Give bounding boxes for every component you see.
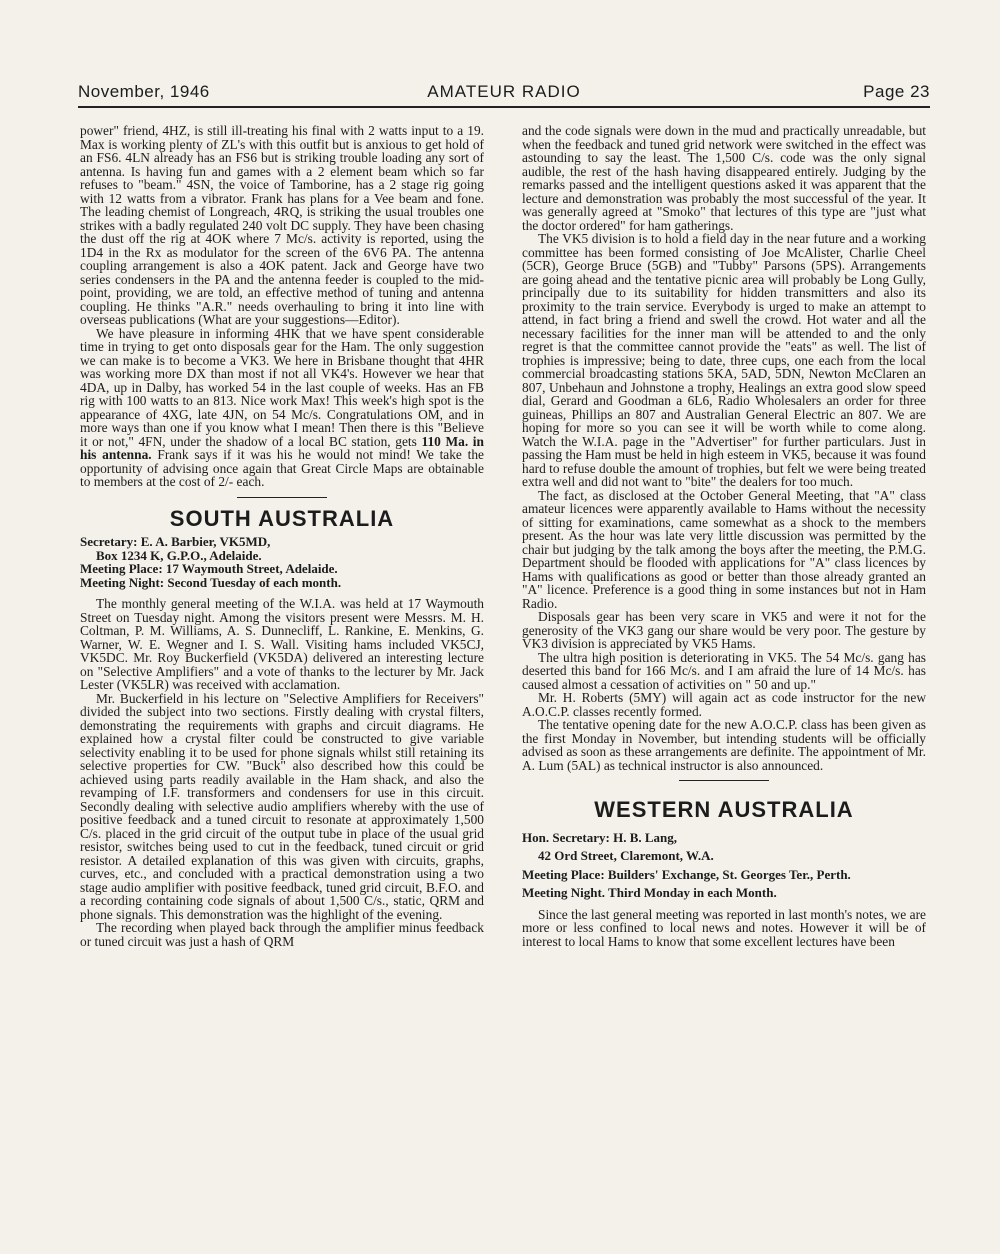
sa-paragraph: The VK5 division is to hold a field day in the near future and a working committee has been formed consisting of Joe McAlister, Charlie Cheel (5CR), George Bruce (5GB) and "Tubby" Parsons (5PS). Arrangements are going ahead and the tentative picnic area will probably be Long Gully, principally due to its suitability for hidden transmitters and also its proximity to the train service. Everybody is urged to make an attempt to attend, in fact bring a friend and swell the crowd. Hot water and all the necessary facilities for the inner man will be attended to and the only regret is that the committee cannot provide the "eats" as well. The list of trophies is impressive; being to date, three cups, one each from the local commercial broadcasting stations 5KA, 5AD, 5DN, Newton McClaren an 807, Unbehaun and Johnstone a trophy, Healings an extra good slow speed dial, Gerard and Goodman a 6L6, Radio Wholesalers an order for three guineas, Phillips an 807 and Australian General Electric an 807. We are hoping for more so you can see it will be worth while to come along. Watch the W.I.A. page in the "Advertiser" for further particulars. Just in passing the Ham must be held in high esteem in VK5, because it was found hard to refuse double the amount of trophies, but felt we were being treated extra well and did not want to "bite" the dealers for too much. xyxy=(522,231,927,489)
left-column xyxy=(80,124,484,948)
wa-meeting-night: Meeting Night. Third Monday in each Month. xyxy=(522,885,777,900)
section-divider xyxy=(237,497,327,498)
sa-paragraph: The ultra high position is deteriorating in VK5. The 54 Mc/s. gang has deserted this band for 166 Mc/s. and I am afraid the lure of 14 Mc/s. has caused almost a cessation of activities on " 50 and up." xyxy=(522,649,926,692)
sa-paragraph: Mr. Buckerfield in his lecture on "Selective Amplifiers for Receivers" divided the subject into two sections. Firstly dealing with crystal filters, demonstrating the requirements with graphs and circuit diagrams. He explained how a crystal filter could be constructed to give variable selectivity enabling it to be used for phone signals whilst still retaining its selective properties for CW. "Buck" also described how this could be achieved using parts readily available in the Ham shack, and also the revamping of I.F. transformers and condensers for use in this circuit. Secondly dealing with selective audio amplifiers whereby with the use of positive feedback and a tuned circuit to resonate at approximately 1,500 C/s. placed in the grid circuit of the output tube in place of the usual grid resistor, switches being used to cut in the feedback, tuned circuit or grid resistor. A detailed explanation of this was given with circuits, graphs, curves, etc., and concluded with a practical demonstration using a two stage audio amplifier with positive feedback, tuned grid circuit, B.F.O. and a recording containing code signals of about 1,500 C/s., static, QRM and phone signals. This demonstration was the highlight of the evening. xyxy=(80,690,484,922)
wa-contact-info xyxy=(522,831,926,900)
sa-contact-info xyxy=(80,535,484,589)
sa-paragraph: Disposals gear has been very scare in VK5 and were it not for the generosity of the VK3 gang our share would be very poor. The gesture by VK3 division is appreciated by VK5 Hams. xyxy=(522,609,926,651)
sa-paragraph: and the code signals were down in the mud and practically unreadable, but when the feedback and tuned grid network were switched in the effect was astounding to say the least. The 1,500 C/s. code was the only signal audible, the rest of the hash having disappeared entirely. Judging by the remarks passed and the intelligent questions asked it was apparent that the lecture and demonstration was probably the most successful of the year. It was generally agreed at "Smoko" that lectures of this type are "just what the doctor ordered" for ham gatherings. xyxy=(522,123,926,233)
publication-title: AMATEUR RADIO xyxy=(427,82,581,101)
sa-meeting-night: Meeting Night: Second Tuesday of each month. xyxy=(80,574,342,590)
wa-secretary: Hon. Secretary: H. B. Lang, xyxy=(522,829,678,845)
page-header xyxy=(78,82,930,108)
qld-highlight-text: 110 Ma. in his antenna. xyxy=(80,433,484,462)
sa-paragraph: The recording when played back through the amplifier minus feedback or tuned circuit was just a hash of QRM xyxy=(80,920,484,949)
sa-meeting-place: Meeting Place: 17 Waymouth Street, Adelaide. xyxy=(80,561,338,576)
header-rule xyxy=(78,106,930,108)
section-title-south-australia: SOUTH AUSTRALIA xyxy=(169,505,395,531)
qld-paragraph-text: Frank says if it was his he would not mind! We take the opportunity of advising once again that Great Circle Maps are obtainable to members at the cost of 2/- each. xyxy=(80,447,484,489)
section-divider xyxy=(679,780,769,781)
qld-paragraph xyxy=(80,327,484,489)
qld-paragraph-text: We have pleasure in informing 4HK that we have spent considerable time in trying to get onto disposals gear for the Ham. The only suggestion we can make is to become a VK3. We here in Brisbane thought that 4HR was working more DX than most if not all VK4's. However we hear that 4DA, up in Dalby, has worked 54 in the last couple of weeks. Has an FB rig with 100 watts to an 813. Nice work Max! This week's high spot is the appearance of 4XG, late 4JN, on 54 Mc/s. Congratulations OM, and in more ways than one if you know what I mean! Then there is this "Believe it or not," 4FN, under the shadow of a local BC station, gets xyxy=(80,325,484,449)
section-title-western-australia: WESTERN AUSTRALIA xyxy=(594,797,854,822)
right-column xyxy=(522,124,926,948)
sa-address: Box 1234 K, G.P.O., Adelaide. xyxy=(96,547,262,563)
sa-paragraph: Mr. H. Roberts (5MY) will again act as code instructor for the new A.O.C.P. classes recently formed. xyxy=(522,690,926,719)
wa-address: 42 Ord Street, Claremont, W.A. xyxy=(538,848,714,863)
sa-paragraph: The fact, as disclosed at the October General Meeting, that "A" class amateur licences were apparently available to Hams without the necessity of sitting for examinations, came somewhat as a shock to the members present. As the hour was late very little discussion was permitted by the chair but judging by the talk among the boys after the meeting, the P.M.G. Department should be flooded with applications for "A" class licences by Hams with qualifications as good or better than those already granted an "A" licence. Preference is a good thing in some instances but not in Ham Radio. xyxy=(522,487,926,611)
issue-date: November, 1946 xyxy=(78,82,210,101)
wa-meeting-place: Meeting Place: Builders' Exchange, St. Georges Ter., Perth. xyxy=(522,866,851,882)
qld-paragraph: power" friend, 4HZ, is still ill-treating his final with 2 watts input to a 19. Max is working plenty of ZL's with this outfit but is anxious to get hold of an FS6. 4LN already has an FS6 but is striking trouble loading any sort of antenna. Is having fun and games with a 2 element beam which so far refuses to "beam." 4SN, the voice of Tamborine, has a 2 stage rig going with 12 watts from a vibrator. Frank has plans for a Vee beam and fone. The leading chemist of Longreach, 4RQ, is striking the usual troubles one strikes with a badly regulated 240 volt DC supply. They have been chasing the dust off the rig at 4OK where 7 Mc/s. activity is reported, using the 1D4 in the Rx as modulator for the screen of the 6V6 PA. The antenna coupling arrangement is also a 4OK patent. Jack and George have two series condensers in the PA and the antenna feeder is coupled to the mid-point, providing, we are told, an effective method of tuning and antenna coupling. He thinks "A.R." needs overhauling to bring it into line with overseas publications (What are your suggestions—Editor). xyxy=(80,123,484,327)
sa-paragraph: The tentative opening date for the new A.O.C.P. class has been given as the first Monday in November, but intending students will be officially advised as soon as these arrangements are definite. The appointment of Mr. A. Lum (5AL) as technical instructor is also announced. xyxy=(522,717,926,773)
wa-paragraph: Since the last general meeting was reported in last month's notes, we are more or less confined to local news and notes. However it will be of interest to local Hams to know that some excellent lectures have been xyxy=(522,906,926,949)
sa-secretary: Secretary: E. A. Barbier, VK5MD, xyxy=(80,534,271,549)
sa-paragraph: The monthly general meeting of the W.I.A. was held at 17 Waymouth Street on Tuesday night. Among the visitors present were Messrs. M. H. Coltman, P. M. Williams, A. S. Dunnecliff, L. Rankine, E. Menkins, G. Warner, W. E. Wegner and I. S. Wall. Visiting hams included VK5CJ, VK5DC. Mr. Roy Buckerfield (VK5DA) delivered an interesting lecture on "Selective Amplifiers" and a vote of thanks to the lecturer by Mr. Jack Lester (VK5LR) was received with acclamation. xyxy=(80,596,484,692)
page-number: Page 23 xyxy=(863,82,930,101)
